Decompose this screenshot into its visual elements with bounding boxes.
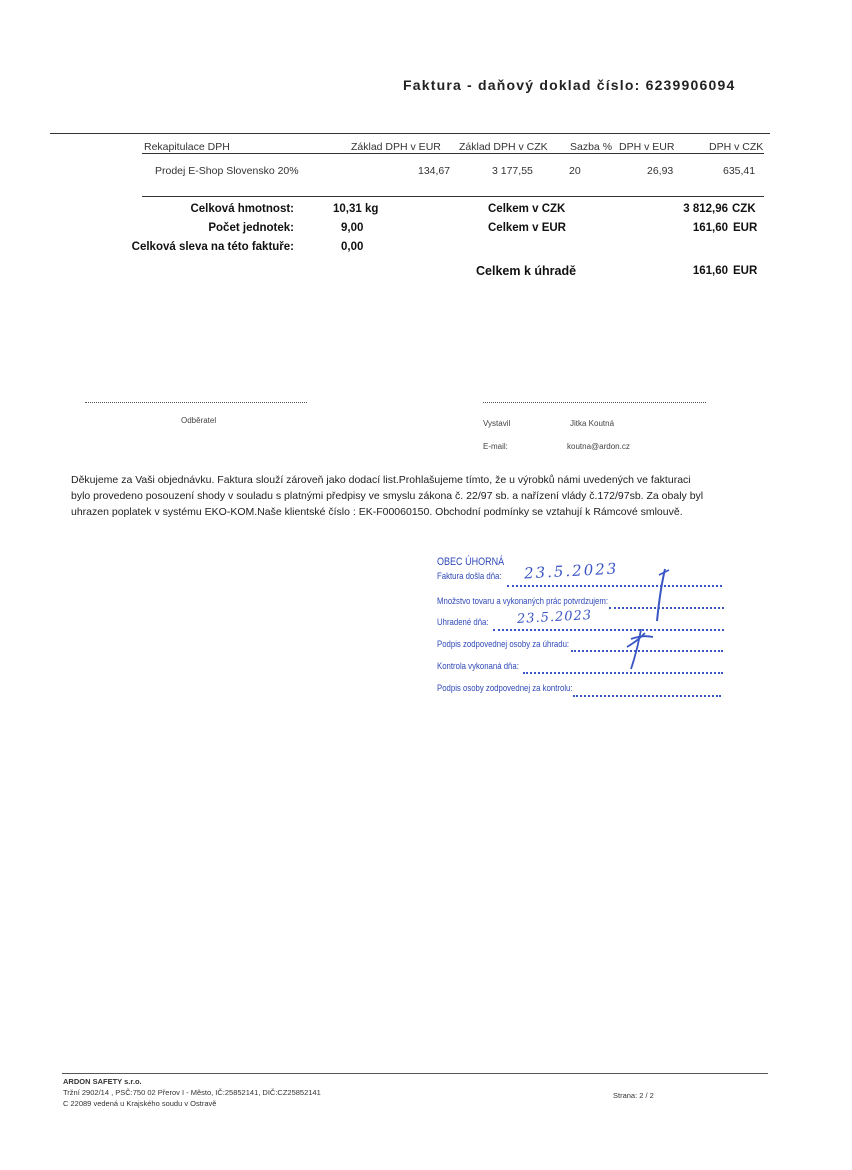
footer-company: ARDON SAFETY s.r.o. [63, 1077, 142, 1086]
email-label: E-mail: [483, 442, 508, 451]
stamp-received-handwritten: 23.5.2023 [523, 559, 619, 583]
handwritten-signature-marks [607, 561, 727, 681]
stamp-received-label: Faktura došla dňa: [437, 571, 502, 582]
vat-row-vat-eur: 26,93 [647, 165, 674, 177]
vat-header-recap: Rekapitulace DPH [144, 141, 230, 153]
title-divider [50, 133, 770, 134]
stamp-payment-signature-label: Podpis zodpovednej osoby za úhradu: [437, 639, 570, 650]
total-eur-currency: EUR [733, 222, 758, 234]
vat-header-vat-czk: DPH v CZK [709, 141, 764, 153]
stamp-control-signature-line [573, 695, 721, 697]
customer-label: Odběratel [181, 416, 217, 425]
vat-row-base-czk: 3 177,55 [492, 165, 533, 177]
stamp-control-signature-label: Podpis osoby zodpovednej za kontrolu: [437, 683, 573, 694]
footer-registry: C 22089 vedená u Krajského soudu v Ostravě [63, 1099, 217, 1108]
municipality-stamp [437, 556, 737, 706]
declaration-paragraph [71, 472, 761, 520]
vat-row-vat-czk: 635,41 [723, 165, 756, 177]
amount-due-currency: EUR [733, 265, 758, 277]
vat-header-base-eur: Základ DPH v EUR [351, 141, 441, 153]
vat-row-base-eur: 134,67 [418, 165, 451, 177]
stamp-paid-label: Uhradené dňa: [437, 617, 489, 628]
declaration-line-2: bylo provedeno posouzení shody v souladu s platnými předpisy ve smyslu zákona č. 22/97 sb. a nařízení vlády č.172/97sb. Za obaly byl [71, 490, 704, 502]
total-czk-label: Celkem v CZK [488, 203, 566, 215]
vat-header-rate: Sazba % [570, 141, 613, 153]
email-value: koutna@ardon.cz [567, 442, 630, 451]
footer-divider [62, 1073, 768, 1074]
issued-label: Vystavil [483, 419, 511, 428]
vat-row-rate: 20 [569, 165, 581, 177]
total-eur-label: Celkem v EUR [488, 222, 566, 234]
invoice-title: Faktura - daňový doklad číslo: 6239906094 [403, 77, 736, 93]
total-eur-value: 161,60 [692, 222, 728, 234]
customer-signature-line [85, 402, 307, 403]
total-czk-currency: CZK [732, 203, 756, 215]
discount-value: 0,00 [341, 241, 364, 253]
weight-label: Celková hmotnost: [190, 203, 294, 215]
declaration-line-3: uhrazen poplatek v systému EKO-KOM.Naše klientské číslo : EK-F00060150. Obchodní podmínky se vztahují k Rámcové smlouvě. [71, 506, 683, 518]
summary-divider [142, 196, 764, 197]
stamp-title: OBEC ÚHORNÁ [437, 556, 505, 568]
footer-address: Tržní 2902/14 , PSČ:750 02 Přerov I - Město, IČ:25852141, DIČ:CZ25852141 [63, 1088, 321, 1097]
discount-label: Celková sleva na této faktuře: [131, 241, 294, 253]
stamp-quantity-label: Množstvo tovaru a vykonaných prác potvrdzujem: [437, 596, 609, 607]
page-number: Strana: 2 / 2 [613, 1091, 654, 1100]
units-value: 9,00 [341, 222, 364, 234]
stamp-paid-handwritten: 23.5.2023 [516, 608, 593, 627]
declaration-line-1: Děkujeme za Vaši objednávku. Faktura slouží zároveň jako dodací list.Prohlašujeme tímto, že u výrobků námi uvedených ve fakturaci [71, 474, 691, 486]
issuer-signature-line [483, 402, 706, 403]
vat-header-base-czk: Základ DPH v CZK [459, 141, 548, 153]
units-label: Počet jednotek: [208, 222, 294, 234]
total-czk-value: 3 812,96 [683, 203, 728, 215]
stamp-control-label: Kontrola vykonaná dňa: [437, 661, 519, 672]
amount-due-label: Celkem k úhradě [476, 264, 577, 278]
issued-name: Jitka Koutná [570, 419, 615, 428]
amount-due-value: 161,60 [692, 265, 728, 277]
vat-header-underline [142, 153, 764, 154]
weight-value: 10,31 kg [333, 203, 379, 215]
vat-header-vat-eur: DPH v EUR [619, 141, 675, 153]
vat-row-label: Prodej E-Shop Slovensko 20% [155, 165, 299, 177]
